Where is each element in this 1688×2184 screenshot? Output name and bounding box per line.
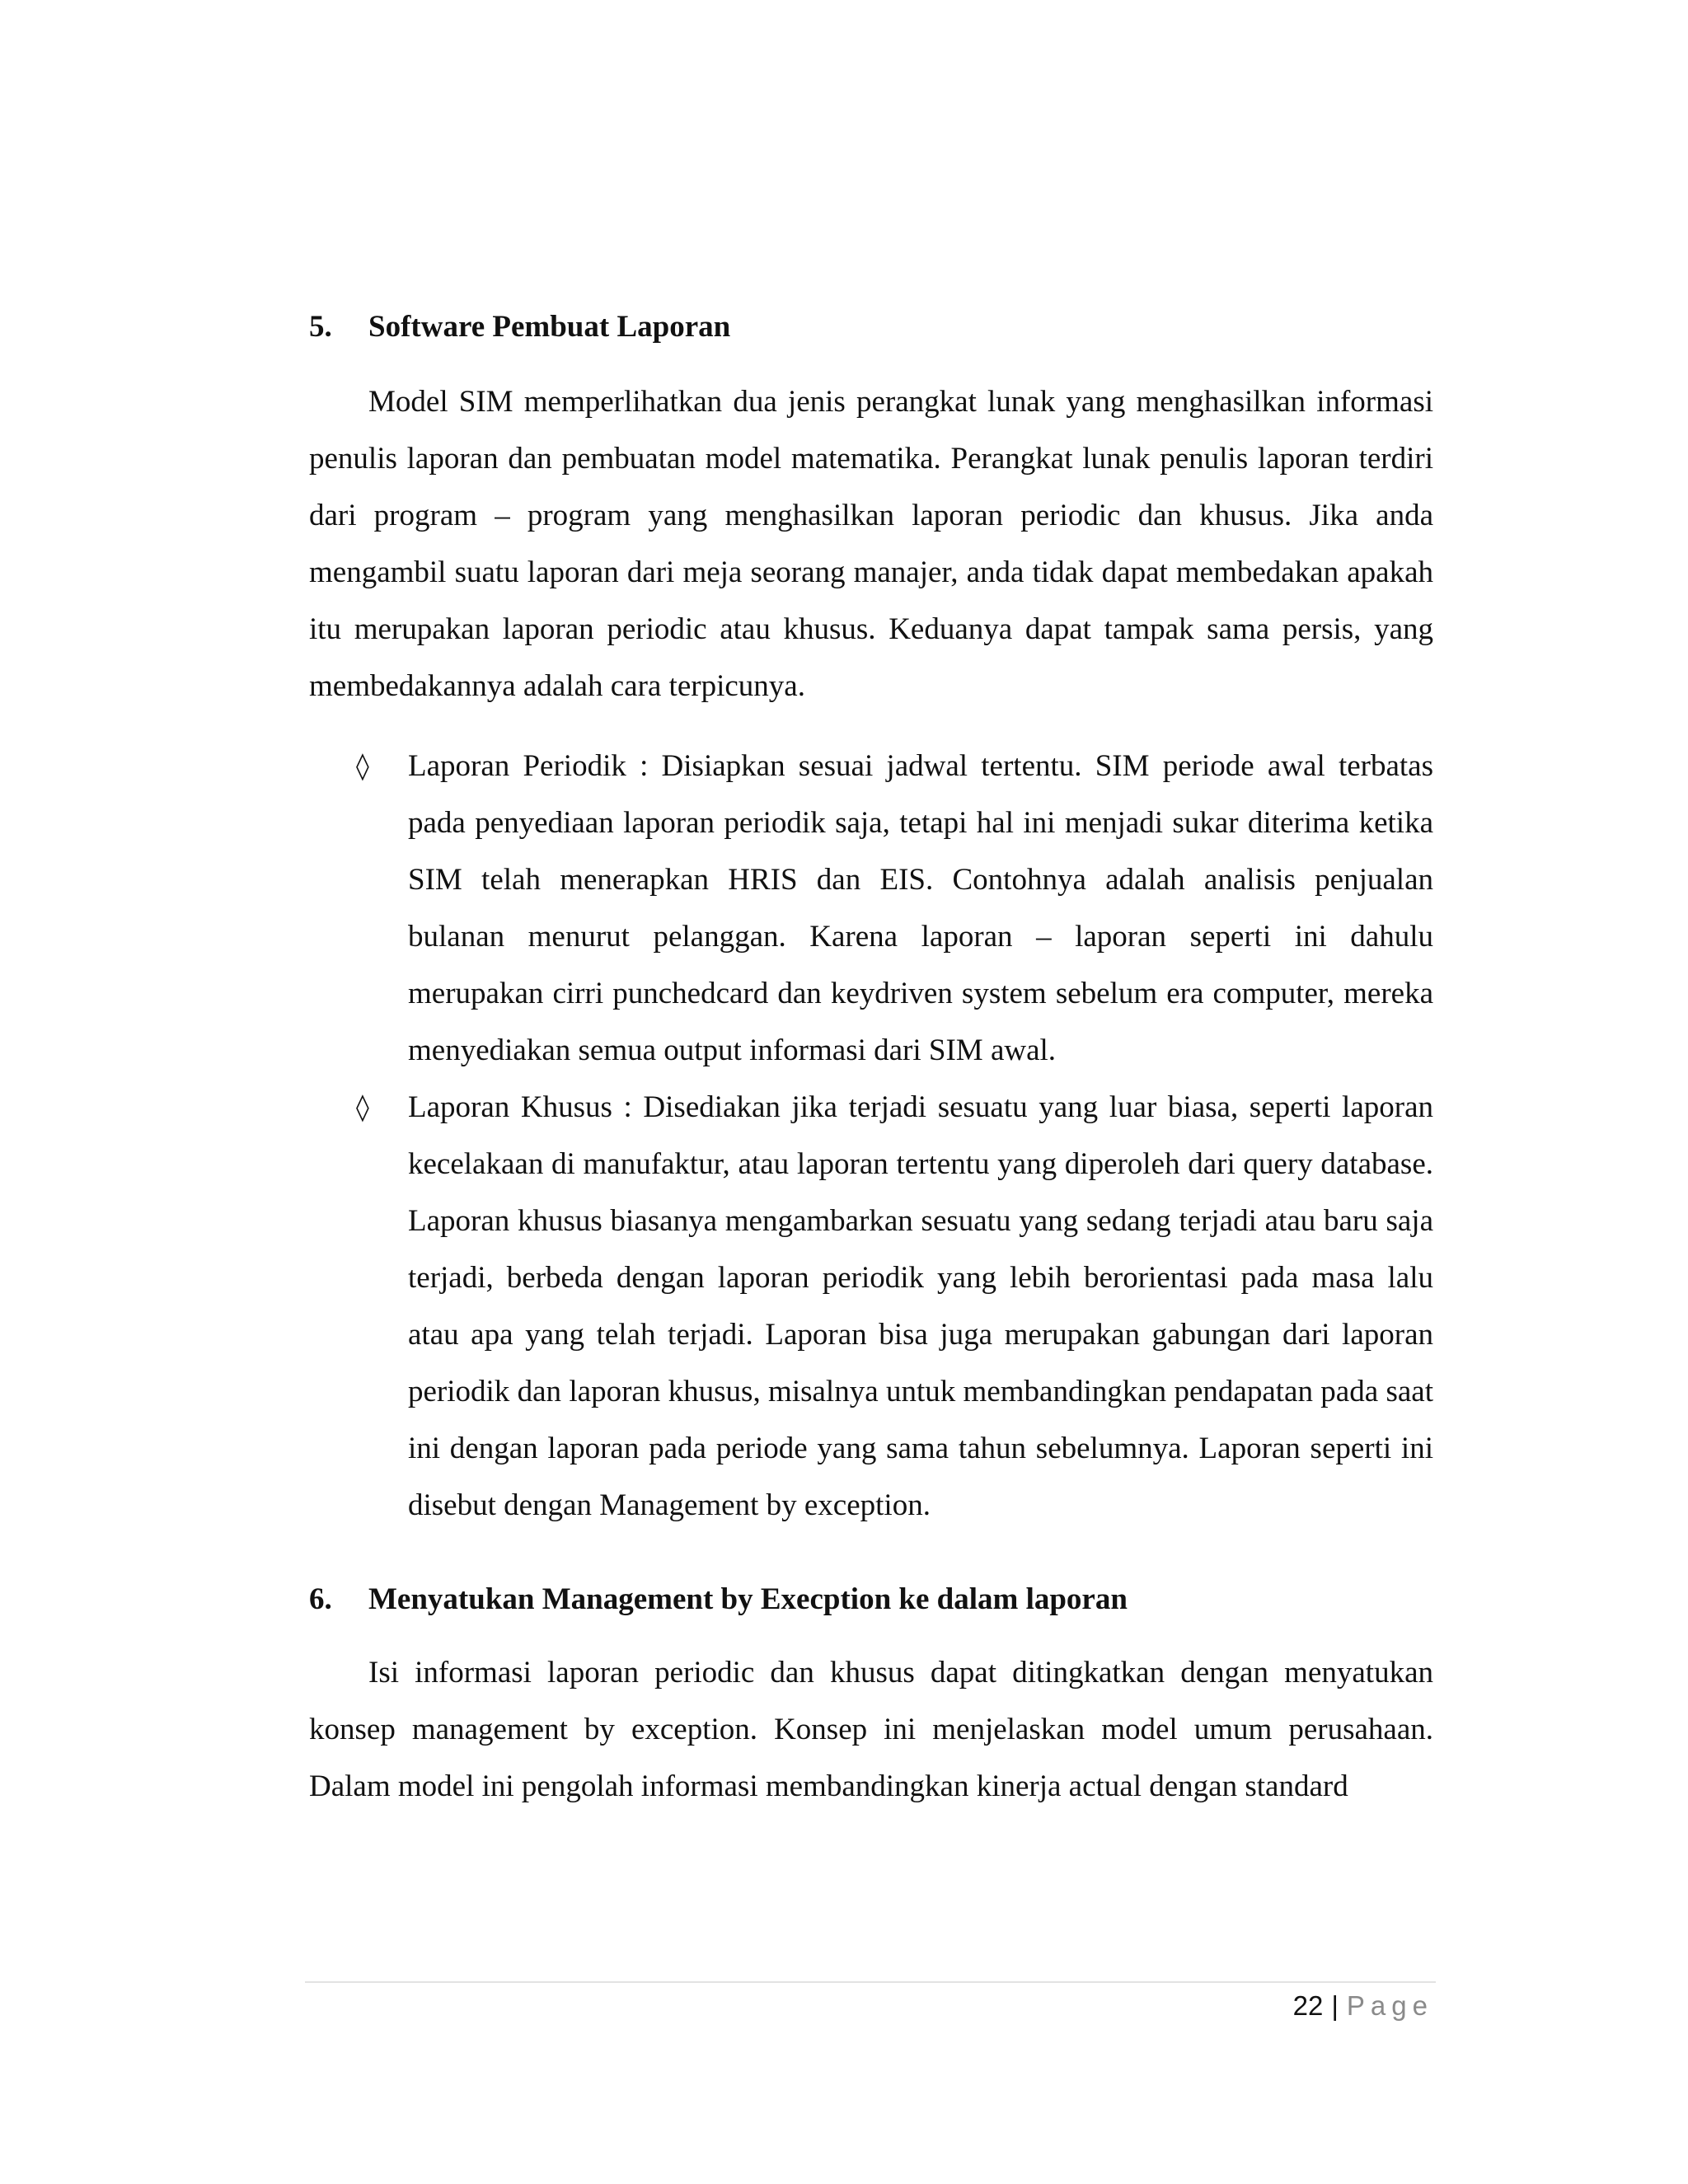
bullet-text-periodik: Laporan Periodik : Disiapkan sesuai jadwal tertentu. SIM periode awal terbatas pada penyediaan laporan periodik saja, tetapi hal ini menjadi sukar diterima ketika SIM telah menerapkan HRIS dan EIS. Contohnya adalah analisis penjualan bulanan menurut pelanggan. Karena laporan – laporan seperti ini dahulu merupakan cirri punchedcard dan keydriven system sebelum era computer, mereka menyediakan semua output informasi dari SIM awal. (408, 749, 1433, 1067)
section-6-paragraph: Isi informasi laporan periodic dan khusus dapat ditingkatkan dengan menyatukan konsep management by exception. Konsep ini menjelaskan model umum perusahaan. Dalam model ini pengolah informasi membandingkan kinerja actual dengan standard (309, 1656, 1433, 1803)
section-6-number: 6. (309, 1582, 332, 1616)
footer-separator: | (1331, 1990, 1339, 2021)
section-5-heading (309, 307, 1433, 347)
page-number: 22 (1292, 1990, 1324, 2021)
report-type-list (309, 738, 1433, 1534)
section-5-paragraph: Model SIM memperlihatkan dua jenis perangkat lunak yang menghasilkan informasi penulis laporan dan pembuatan model matematika. Perangkat lunak penulis laporan terdiri dari program – program yang menghasilkan laporan periodic dan khusus. Jika anda mengambil suatu laporan dari meja seorang manajer, anda tidak dapat membedakan apakah itu merupakan laporan periodic atau khusus. Keduanya dapat tampak sama persis, yang membedakannya adalah cara terpicunya. (309, 385, 1433, 703)
section-6-heading (309, 1580, 1433, 1619)
footer-divider (305, 1981, 1436, 1983)
diamond-bullet-icon: ◊ (356, 1091, 369, 1122)
page-footer (1293, 1988, 1433, 2024)
list-item (309, 738, 1433, 1079)
page-content (309, 305, 1433, 1815)
diamond-bullet-icon: ◊ (356, 750, 369, 781)
page-label: Page (1346, 1990, 1433, 2021)
bullet-text-khusus: Laporan Khusus : Disediakan jika terjadi sesuatu yang luar biasa, seperti laporan kecelakaan di manufaktur, atau laporan tertentu yang diperoleh dari query database. Laporan khusus biasanya mengambarkan sesuatu yang sedang terjadi atau baru saja terjadi, berbeda dengan laporan periodik yang lebih berorientasi pada masa lalu atau apa yang telah terjadi. Laporan bisa juga merupakan gabungan dari laporan periodik dan laporan khusus, misalnya untuk membandingkan pendapatan pada saat ini dengan laporan pada periode yang sama tahun sebelumnya. Laporan seperti ini disebut dengan Management by exception. (408, 1090, 1433, 1522)
section-5-title: Software Pembuat Laporan (368, 310, 731, 344)
list-item (309, 1079, 1433, 1534)
section-6-title: Menyatukan Management by Execption ke dalam laporan (368, 1582, 1128, 1616)
section-5-number: 5. (309, 310, 332, 344)
